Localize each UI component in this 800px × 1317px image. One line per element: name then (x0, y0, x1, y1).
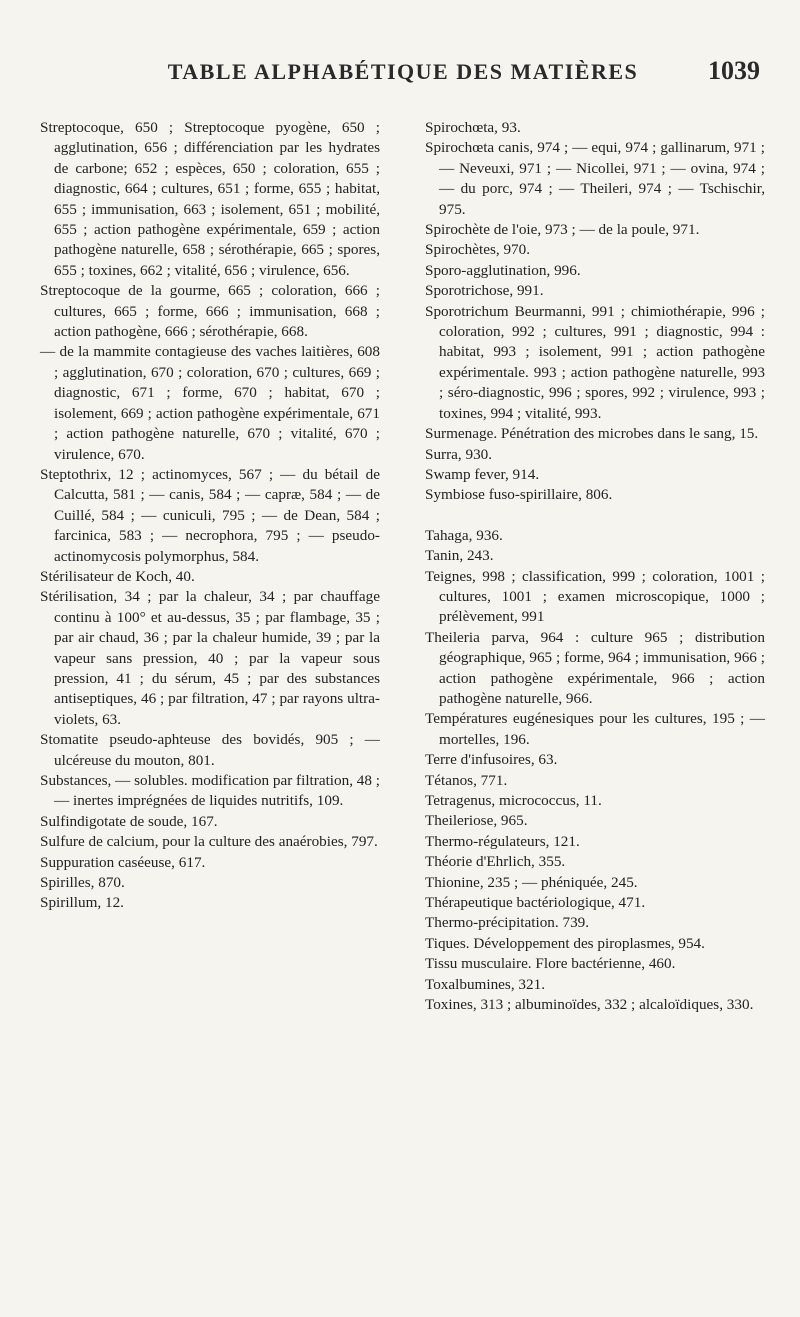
page-header (36, 56, 760, 90)
index-entry: Tetragenus, micrococcus, 11. (425, 792, 602, 809)
index-entry: Théorie d'Ehrlich, 355. (425, 853, 566, 871)
index-entry: Swamp fever, 914. (425, 465, 540, 483)
index-entry: Theileria parva, 964 : culture 965 ; distribution géographique, 965 ; forme, 964 ; immunisation, 966 ; action pathogène expérimentale, 966 ; action pathogène naturelle, 966. (425, 628, 765, 707)
index-entry: Sporo-agglutination, 996. (425, 261, 581, 279)
index-entry: Stérilisation, 34 ; par la chaleur, 34 ; par chauffage continu à 100° et au-dessus, 35 ; par flambage, 35 ; par air chaud, 36 ; par la chaleur humide, 39 ; par la vapeur sans pression, 40 ; par la vapeur sous pression, 41 ; du sérum, 45 ; par des substances antiseptiques, 46 ; par filtration, 47 ; par rayons ultra-violets, 63. (40, 588, 380, 728)
page-number: 1039 (708, 56, 760, 85)
index-entry: Stomatite pseudo-aphteuse des bovidés, 905 ; — ulcéreuse du mouton, 801. (40, 731, 380, 769)
index-entry: Streptocoque, 650 ; Streptocoque pyogène, 650 ; agglutination, 656 ; différenciation par les hydrates de carbone; 652 ; espèces, 650 ; coloration, 655 ; diagnostic, 664 ; cultures, 651 ; forme, 655 ; habitat, 655 ; immunisation, 663 ; isolement, 651 ; mobilité, 655 ; action pathogène expérimentale, 659 ; action pathogène naturelle, 658 ; sérothérapie, 665 ; spores, 655 ; toxines, 662 ; vitalité, 656 ; virulence, 656. (40, 119, 380, 279)
index-entry: Toxines, 313 ; albuminoïdes, 332 ; alcaloïdiques, 330. (425, 996, 754, 1014)
index-entry: Sulfindigotate de soude, 167. (40, 812, 218, 830)
left-column (40, 118, 380, 914)
index-entry: Sulfure de calcium, pour la culture des anaérobies, 797. (40, 833, 378, 851)
index-entry: Thermo-régulateurs, 121. (425, 832, 580, 850)
index-entry: Thermo-précipitation. 739. (425, 914, 590, 932)
index-entry: Theileriose, 965. (425, 812, 528, 830)
index-entry: Tanin, 243. (425, 547, 494, 565)
index-entry: Teignes, 998 ; classification, 999 ; coloration, 1001 ; cultures, 1001 ; examen microscopique, 1000 ; prélèvement, 991 (425, 567, 765, 626)
index-entry: Substances, — solubles. modification par filtration, 48 ; — inertes imprégnées de liquides nutritifs, 109. (40, 772, 380, 810)
index-entry: Surra, 930. (425, 445, 493, 463)
index-entry: Stérilisateur de Koch, 40. (40, 567, 195, 585)
index-entry: Sporotrichose, 991. (425, 282, 544, 300)
index-entry: — de la mammite contagieuse des vaches laitières, 608 ; agglutination, 670 ; coloration, 670 ; cultures, 669 ; diagnostic, 671 ; forme, 670 ; habitat, 670 ; isolement, 669 ; action pathogène expérimentale, 671 ; action pathogène naturelle, 670 ; vitalité, 670 ; virulence, 670. (40, 343, 380, 463)
index-entry: Tiques. Développement des piroplasmes, 954. (425, 934, 705, 952)
index-entry: Thérapeutique bactériologique, 471. (425, 894, 646, 912)
index-entry: Spirillum, 12. (40, 894, 124, 912)
index-entry: Spirochète de l'oie, 973 ; — de la poule, 971. (425, 221, 700, 239)
index-entry: Spirochœta, 93. (425, 119, 521, 136)
index-entry: Températures eugénesiques pour les cultures, 195 ; — mortelles, 196. (425, 710, 765, 748)
index-entry: Thionine, 235 ; — phéniquée, 245. (425, 873, 638, 891)
index-entry: Tahaga, 936. (425, 526, 503, 544)
index-entry: Spirochœta canis, 974 ; — equi, 974 ; gallinarum, 971 ; — Neveuxi, 971 ; — Nicollei, 971 ; — ovina, 974 ; — du porc, 974 ; — Theileri, 974 ; — Tschischir, 975. (425, 139, 765, 218)
index-entry: Surmenage. Pénétration des microbes dans le sang, 15. (425, 425, 759, 443)
running-title: TABLE ALPHABÉTIQUE DES MATIÈRES (167, 59, 639, 84)
index-entry: Symbiose fuso-spirillaire, 806. (425, 486, 613, 504)
index-entry: Suppuration caséeuse, 617. (40, 853, 206, 871)
index-entry: Tétanos, 771. (425, 771, 508, 789)
index-entry: Tissu musculaire. Flore bactérienne, 460. (425, 955, 676, 973)
index-entry: Spirochètes, 970. (425, 241, 531, 259)
index-entry: Terre d'infusoires, 63. (425, 751, 558, 769)
index-entry: Toxalbumines, 321. (425, 975, 546, 993)
index-entry: Spirilles, 870. (40, 874, 125, 892)
index-entry: Streptocoque de la gourme, 665 ; coloration, 666 ; cultures, 665 ; forme, 666 ; immunisation, 668 ; action pathogène, 666 ; sérothérapie, 668. (40, 282, 380, 341)
letter-section-gap (425, 506, 765, 526)
index-entry: Steptothrix, 12 ; actinomyces, 567 ; — du bétail de Calcutta, 581 ; — canis, 584 ; — capræ, 584 ; — de Cuillé, 584 ; — cuniculi, 795 ; — de Dean, 584 ; farcinica, 583 ; — necrophora, 795 ; — pseudo-actinomycosis polymorphus, 584. (40, 465, 380, 565)
index-entry: Sporotrichum Beurmanni, 991 ; chimiothérapie, 996 ; coloration, 992 ; cultures, 991 ; diagnostic, 994 : habitat, 993 ; isolement, 991 ; action pathogène expérimentale. 993 ; action pathogène naturelle, 993 ; séro-diagnostic, 996 ; spores, 992 ; virulence, 993 ; toxines, 994 ; vitalité, 993. (425, 302, 765, 422)
right-column (425, 118, 765, 1015)
